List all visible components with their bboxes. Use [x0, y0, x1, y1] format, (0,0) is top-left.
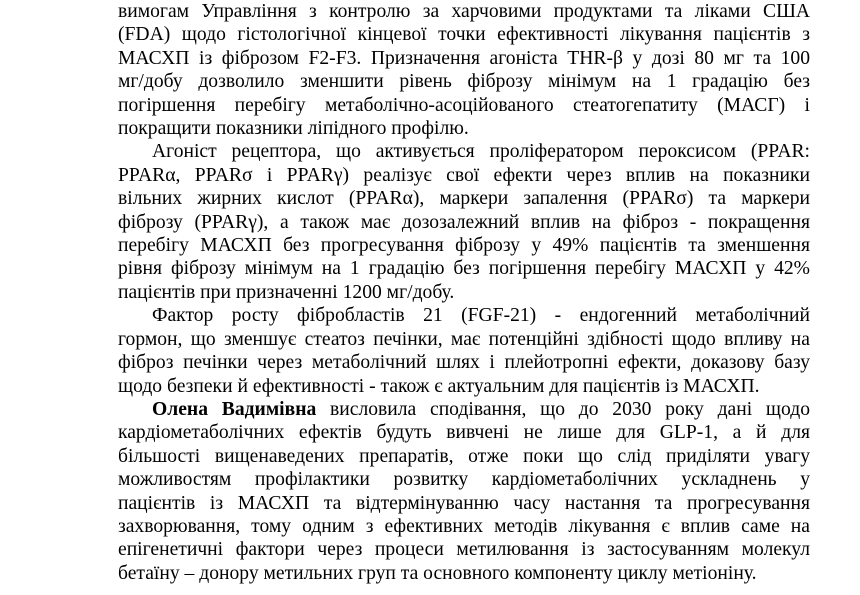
text-line: пацієнтів із МАСХП та відтермінуванню часу настання та прогресування [118, 492, 810, 514]
text-line: захворювання, тому одним з ефективних методів лікування є вплив саме на [118, 515, 810, 537]
text-line: епігенетичні фактори через процеси метилювання із застосуванням молекул [118, 539, 810, 561]
text-line: мг/добу дозволило зменшити рівень фіброзу мінімум на 1 градацію без [118, 71, 810, 93]
text-line: Агоніст рецептора, що активується проліфератором пероксисом (PPAR: [152, 141, 810, 163]
text-line: вимогам Управління з контролю за харчовими продуктами та ліками США [118, 1, 810, 22]
document-page [118, 0, 810, 585]
text-line: гормон, що зменшує стеатоз печінки, має потенційні здібності щодо впливу на [118, 328, 810, 350]
text-line: погіршення перебігу метаболічно-асоційованого стеатогепатиту (МАСГ) і [118, 94, 810, 116]
speaker-name: Олена Вадимівна [152, 398, 317, 420]
text-line: бетаїну – донору метильних груп та основного компоненту циклу метіоніну. [118, 562, 757, 584]
paragraph-olena-vadymivna [118, 398, 810, 585]
text-line: щодо безпеки й ефективності - також є актуальним для пацієнтів із МАСХП. [118, 375, 760, 397]
text-line: перебігу МАСХП без прогресування фіброзу у 49% пацієнтів та зменшення [118, 235, 810, 257]
text-line: пацієнтів при призначенні 1200 мг/добу. [118, 281, 455, 303]
paragraph-fgf21 [118, 304, 810, 398]
text-line: (FDA) щодо гістологічної кінцевої точки ефективності лікування пацієнтів з [118, 24, 810, 46]
text-line: можливостям профілактики розвитку кардіометаболічних ускладнень у [118, 469, 810, 491]
text-line: кардіометаболічних ефектів будуть вивчені не лише для GLP-1, а й для [118, 422, 810, 444]
text-line: покращити показники ліпідного профілю. [118, 118, 469, 140]
text-line: фіброз печінки через метаболічний шлях і плейотропні ефекти, доказову базу [118, 352, 810, 374]
text-line: PPARα, PPARσ і PPARγ) реалізує свої ефекти через вплив на показники [118, 164, 810, 186]
paragraph-fda-thr-beta [118, 0, 810, 140]
text-line: більшості вищенаведених препаратів, отже поки що слід приділяти увагу [118, 445, 810, 467]
text-line-first [118, 398, 810, 421]
text-line: Фактор росту фібробластів 21 (FGF-21) - ендогенний метаболічний [152, 305, 810, 327]
text-line: вільних жирних кислот (PPARα), маркери запалення (PPARσ) та маркери [118, 188, 810, 210]
text-line: фіброзу (PPARγ), а також має дозозалежний вплив на фіброз - покращення [118, 211, 810, 233]
text-fragment: висловила сподівання, що до 2030 року дані щодо [316, 398, 810, 420]
text-line: МАСХП із фіброзом F2-F3. Призначення агоніста THR-β у дозі 80 мг та 100 [118, 47, 810, 69]
text-line: рівня фіброзу мінімум на 1 градацію без погіршення перебігу МАСХП у 42% [118, 258, 810, 280]
paragraph-ppar-agonist [118, 140, 810, 304]
